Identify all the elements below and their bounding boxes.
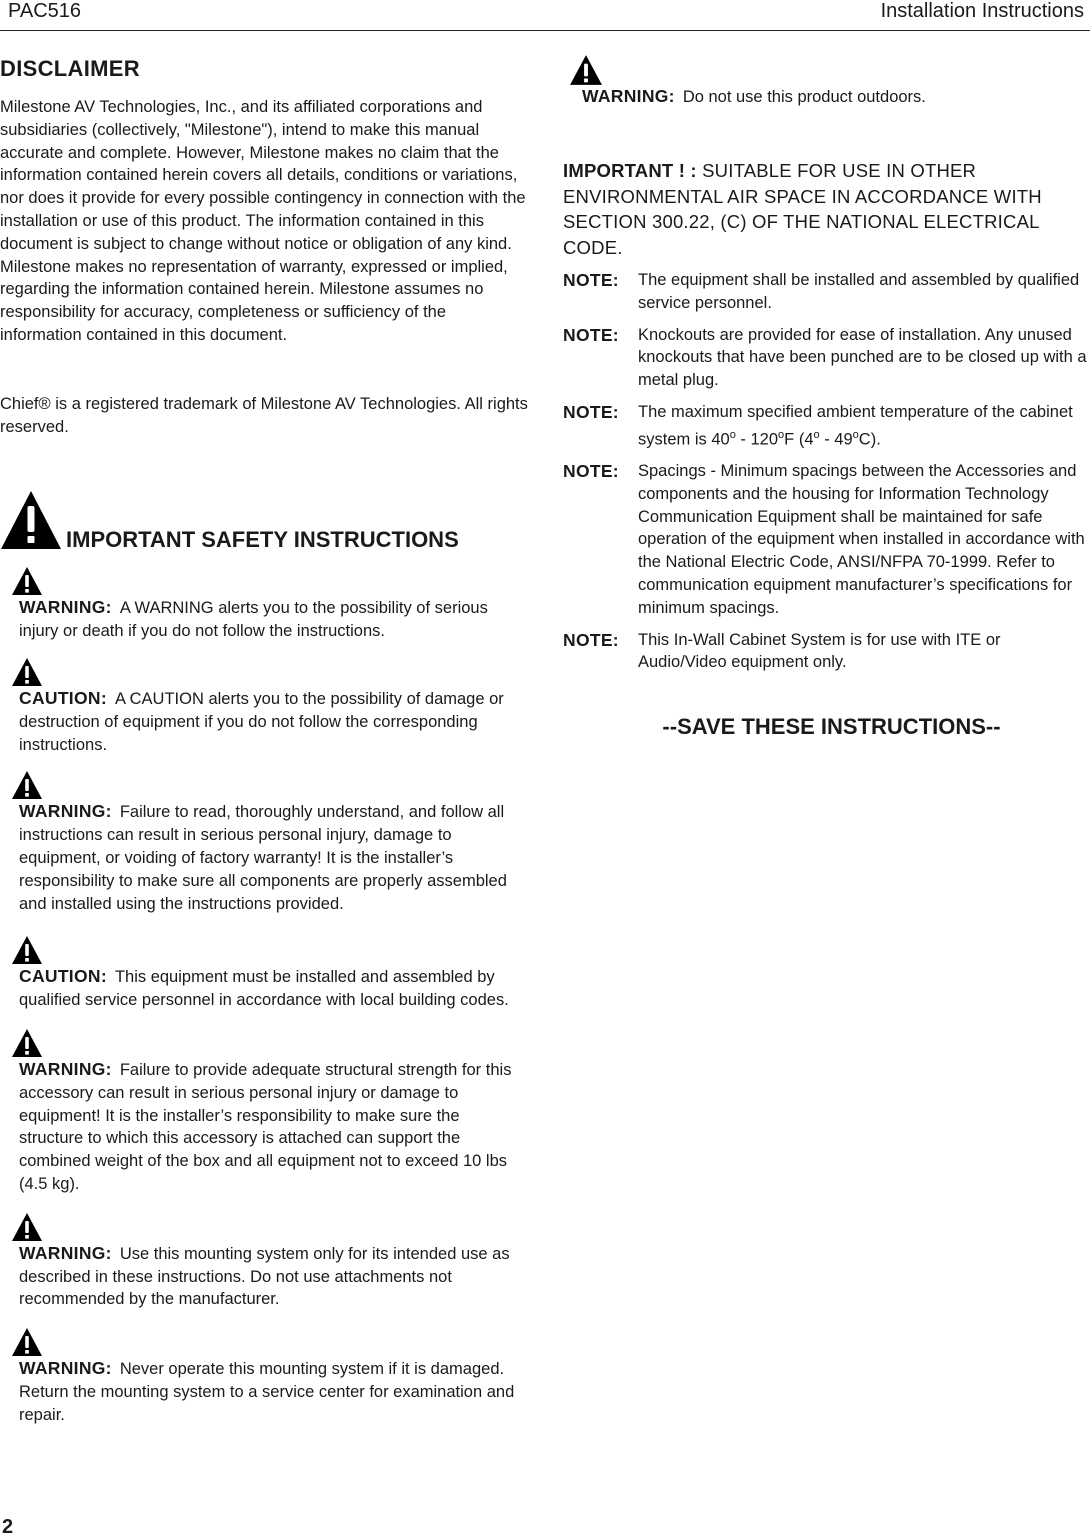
note-text: This In-Wall Cabinet System is for use with ITE or Audio/Video equipment only. <box>638 630 1001 672</box>
warning-text: Use this mounting system only for its intended use as described in these instructions. Do not use attachments not recommended by the manufacturer. <box>19 1244 510 1309</box>
outdoor-warning <box>563 52 1088 114</box>
warning-label: WARNING: <box>19 801 112 822</box>
note-text: Knockouts are provided for ease of installation. Any unused knockouts that have been punched are to be closed up with a metal plug. <box>638 325 1087 390</box>
right-column <box>563 52 1088 740</box>
trademark-notice: Chief® is a registered trademark of Milestone AV Technologies. All rights reserved. <box>0 394 528 436</box>
warning-triangle-icon <box>569 54 603 86</box>
safety-item <box>0 657 528 756</box>
caution-triangle-icon <box>11 935 43 965</box>
product-code: PAC516 <box>8 0 82 22</box>
warning-label: WARNING: <box>19 1358 112 1379</box>
large-warning-triangle-icon <box>0 490 62 550</box>
note-label: NOTE: <box>563 401 619 422</box>
safety-item <box>0 1028 528 1196</box>
note-text-temperature: The maximum specified ambient temperature of the cabinet system is 40$^o$ - 120$^o$F (4$^o$ - 49$^o$C). <box>638 402 1073 449</box>
warning-triangle-icon <box>11 1327 43 1357</box>
safety-heading-text: IMPORTANT SAFETY INSTRUCTIONS <box>66 527 459 553</box>
warning-text: Do not use this product outdoors. <box>682 88 926 106</box>
caution-text: This equipment must be installed and assembled by qualified service personnel in accordance with local building codes. <box>19 968 509 1010</box>
warning-triangle-icon <box>11 566 43 596</box>
warning-text: Never operate this mounting system if it is damaged. Return the mounting system to a service center for examination and repair. <box>19 1360 515 1424</box>
note-text: Spacings - Minimum spacings between the Accessories and components and the housing for Information Technology Communication Equipment shall be maintained for safe operation of the equipment when installed in accordance with the National Electric Code, ANSI/NFPA 70-1999. Refer to communication equipment manufacturer’s specifications for minimum spacings. <box>638 462 1085 617</box>
warning-text: A WARNING alerts you to the possibility of serious injury or death if you do not follow the instructions. <box>19 599 488 641</box>
safety-item <box>0 566 528 643</box>
caution-label: CAUTION: <box>19 687 107 708</box>
document-type: Installation Instructions <box>880 0 1084 22</box>
warning-text: Failure to read, thoroughly understand, and follow all instructions can result in serious personal injury, damage to equipment, or voiding of factory warranty! It is the installer’s responsibility to make sure all components are properly assembled and installed using the instructions provided. <box>19 803 507 913</box>
note-item <box>563 324 1088 392</box>
note-item <box>563 629 1088 675</box>
note-label: NOTE: <box>563 461 619 482</box>
caution-triangle-icon <box>11 657 43 687</box>
safety-item <box>0 1212 528 1311</box>
important-label: IMPORTANT ! : <box>563 160 697 181</box>
left-column <box>0 52 528 1426</box>
warning-label: WARNING: <box>19 1058 112 1079</box>
caution-text: A CAUTION alerts you to the possibility of damage or destruction of equipment if you do not follow the corresponding instructions. <box>19 689 504 754</box>
note-item <box>563 401 1088 451</box>
safety-heading <box>0 490 528 552</box>
warning-label: WARNING: <box>19 597 112 618</box>
save-instructions-heading: --SAVE THESE INSTRUCTIONS-- <box>662 714 1001 740</box>
warning-text: Failure to provide adequate structural strength for this accessory can result in serious personal injury or damage to equipment! It is the installer’s responsibility to make sure the structure to which this accessory is attached can support the combined weight of the box and all equipment not to exceed 10 lbs (4.5 kg). <box>19 1060 512 1193</box>
disclaimer-body: Milestone AV Technologies, Inc., and its affiliated corporations and subsidiaries (collectively, "Milestone"), intend to make this manual accurate and complete. However, Milestone makes no claim that the information contained herein covers all details, conditions or variations, nor does it provide for every possible contingency in connection with the installation or use of this product. The information contained in this document is subject to change without notice or obligation of any kind. Milestone makes no representation of warranty, expressed or implied, regarding the information contained herein. Milestone assumes no responsibility for accuracy, completeness or sufficiency of the information contained in this document. <box>0 98 526 344</box>
important-notice <box>563 158 1088 260</box>
note-item <box>563 269 1088 315</box>
caution-label: CAUTION: <box>19 966 107 987</box>
note-label: NOTE: <box>563 629 619 650</box>
important-text: SUITABLE FOR USE IN OTHER ENVIRONMENTAL AIR SPACE IN ACCORDANCE WITH SECTION 300.22, (C) OF THE NATIONAL ELECTRICAL CODE. <box>563 160 1042 258</box>
note-item <box>563 460 1088 620</box>
disclaimer-title: DISCLAIMER <box>0 56 140 81</box>
warning-triangle-icon <box>11 1212 43 1242</box>
page-number: 2 <box>2 1516 14 1538</box>
warning-label: WARNING: <box>582 86 675 106</box>
warning-triangle-icon <box>11 770 43 800</box>
safety-item <box>0 935 528 1012</box>
note-text: The equipment shall be installed and assembled by qualified service personnel. <box>638 271 1080 312</box>
safety-item <box>0 1327 528 1426</box>
safety-item <box>0 770 528 915</box>
page-header <box>0 0 1090 31</box>
note-label: NOTE: <box>563 324 619 345</box>
warning-triangle-icon <box>11 1028 43 1058</box>
note-label: NOTE: <box>563 270 619 290</box>
warning-label: WARNING: <box>19 1242 112 1263</box>
